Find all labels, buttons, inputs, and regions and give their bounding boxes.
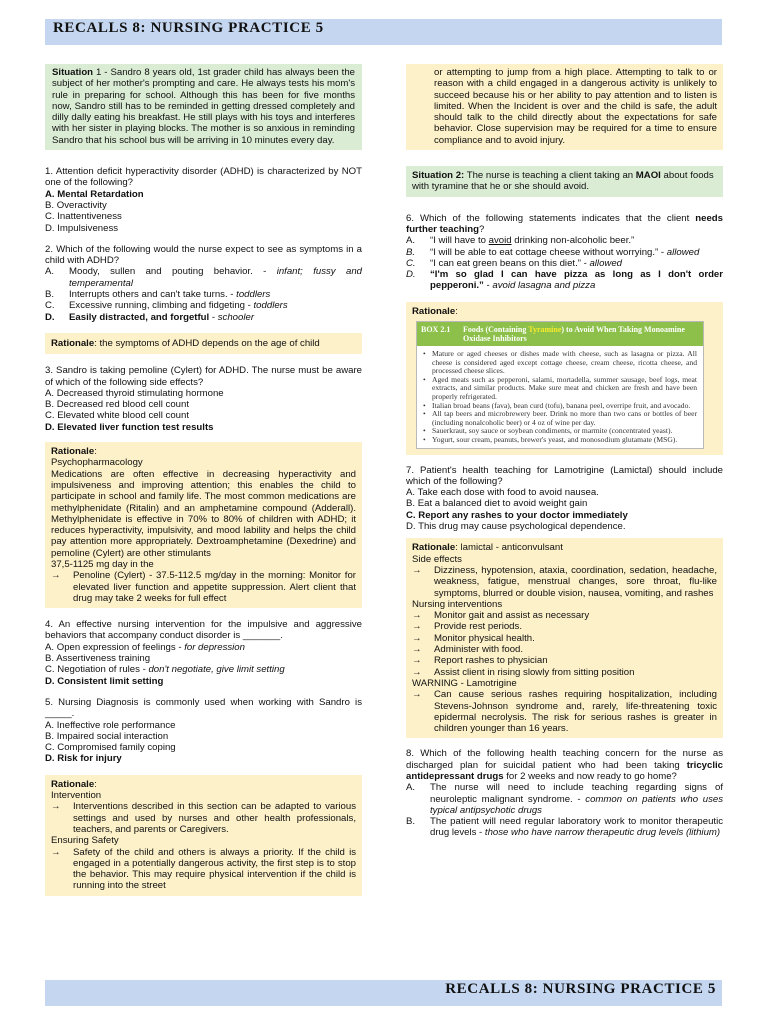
rationale-bullet: → Report rashes to physician <box>412 655 548 667</box>
rationale-text: or attempting to jump from a high place. Attempting to talk to or reason with a child engaged in a dangerous activity is unlikely to succeed because his or her ability to pay attention and to listen is limited. When the Incident is over and the child is safe, the adult should talk to the child directly about the expectations for safe behavior. Close supervision may be required for a time to ensure compliance and to avoid injury. <box>434 67 717 146</box>
footer-title: RECALLS 8: NURSING PRACTICE 5 <box>445 981 716 997</box>
rationale-bullet: → Provide rest periods. <box>412 621 522 633</box>
option-a: A. The nurse will need to include teaching regarding signs of neuroleptic malignant syndrome. - common on patients who uses typical antipsychotic drugs <box>406 782 723 816</box>
option-a: A. Ineffective role performance <box>45 719 176 731</box>
option-b: B. Overactivity <box>45 199 107 211</box>
rationale-subheading: WARNING - Lamotrigine <box>412 677 517 689</box>
rationale-bullet: → Safety of the child and others is always a priority. If the child is engaged in a potentially dangerous activity, the first step is to stop the behavior. This may require physical intervention if the child is running into the street <box>51 846 356 892</box>
bullet-icon: • <box>423 409 426 419</box>
question-stem: 8. Which of the following health teaching concern for the nurse as discharged plan for suicidal patient who had been taking tricyclic antidepressant drugs for 2 weeks and now ready to go home? <box>406 748 723 782</box>
rationale-bullet: → Penoline (Cylert) - 37.5-112.5 mg/day in the morning: Monitor for elevated liver function and appetite suppression. Alert client that drug may take 2 weeks for full effect <box>51 570 356 604</box>
footer-banner <box>45 980 722 1006</box>
list-item: • Mature or aged cheeses or dishes made with cheese, such as lasagna or pizza. All cheese is considered aged except cottage cheese, cream cheese, ricotta cheese, and processed cheese slices. <box>423 349 697 376</box>
arrow-icon: → <box>412 655 422 667</box>
table-header: BOX 2.1 Foods (Containing Tyramine) to Avoid When Taking Monoamine Oxidase Inhibitors <box>417 322 703 346</box>
question-stem: 6. Which of the following statements indicates that the client needs further teaching? <box>406 212 723 235</box>
rationale-bullet: → Monitor gait and assist as necessary <box>412 610 590 622</box>
list-item: • Aged meats such as pepperoni, salami, mortadella, summer sausage, beef logs, meat extracts, and similar products. Make sure meat and chicken are fresh and have been properly refrigerated. <box>423 374 697 402</box>
bullet-icon: • <box>423 349 426 359</box>
option-b: B. The patient will need regular laboratory work to monitor therapeutic drug levels - those who have narrow therapeutic drug levels (lithium) <box>406 816 723 839</box>
question-stem: 5. Nursing Diagnosis is commonly used when working with Sandro is _____. <box>45 696 362 720</box>
option-d: D. This drug may cause psychological dependence. <box>406 521 626 533</box>
question-7 <box>406 465 723 533</box>
option-d: D. Risk for injury <box>45 753 122 765</box>
option-c: C. Report any rashes to your doctor immediately <box>406 509 628 521</box>
option-a: A. Decreased thyroid stimulating hormone <box>45 387 224 399</box>
option-d: D. Elevated liver function test results <box>45 421 214 433</box>
situation-1-box <box>45 64 362 150</box>
rationale-5-continued <box>406 64 723 150</box>
rationale-2-box <box>45 333 362 354</box>
rationale-subheading: Nursing interventions <box>412 598 503 610</box>
option-a: A. “I will have to avoid drinking non-alcoholic beer.” <box>406 235 635 247</box>
list-item: • All tap beers and microbrewery beer. Drink no more than two cans or bottles of beer (including nonalcoholic beer) or 4 oz of wine per day. <box>423 409 697 427</box>
option-b: B. Assertiveness training <box>45 653 151 665</box>
rationale-7-box: Rationale: lamictal - anticonvulsant Side effects → Dizziness, hypotension, ataxia, coordination, sedation, headache, weakness, fatigue, menstrual changes, sore throat, flu-like symptoms, blurred or double vision, nausea, vomiting, and rashes Nursing interventions → Monitor gait and assist as necessary → Provide rest periods. → Monitor physical health. → Administer with food. → Report rashes to physician → Assist client in rising slowly from sitting position WARNING - Lamotrigine → Can cause serious rashes requiring hospitalization, including Stevens-Johnson syndrome and, rarely, life-threatening toxic epidermal necrolysis. The risk for serious rashes is greater in children younger than 16 years. <box>406 538 723 738</box>
question-stem: 1. Attention deficit hyperactivity disorder (ADHD) is characterized by NOT one of the following? <box>45 166 362 189</box>
situation-2-box: Situation 2: The nurse is teaching a client taking an MAOI about foods with tyramine that he or she should avoid. <box>406 166 723 197</box>
option-c: C. Excessive running, climbing and fidgeting - toddlers <box>45 300 288 312</box>
option-a: A. Mental Retardation <box>45 188 144 200</box>
question-5 <box>45 697 362 765</box>
rationale-6-box: Rationale: BOX 2.1 Foods (Containing Tyramine) to Avoid When Taking Monoamine Oxidase Inhibitors • Mature or aged cheeses or dishes made with cheese, such as lasagna or pizza. All cheese is considered aged except cottage cheese, cream cheese, ricotta cheese, and processed cheese slices. • Aged meats such as pepperoni, salami, mortadella, summer sausage, beef logs, meat extracts, and similar products. Make sure meat and chicken are fresh and have been properly refrigerated. • Italian broad beans (fava), bean curd (tofu), banana peel, overripe fruit, and avocado. • All tap beers and microbrewery beer. Drink no more than two cans or bottles of beer (including nonalcoholic beer) or 4 oz of wine per day. • Sauerkraut, soy sauce or soybean condiments, or marmite (concentrated yeast). • Yogurt, sour cream, peanuts, brewer's yeast, and monosodium glutamate (MSG). <box>406 302 723 455</box>
bullet-icon: • <box>423 426 426 436</box>
rationale-bullet: → Interventions described in this section can be adapted to various settings and used by nurses and other health professionals, teachers, and parents or Caregivers. <box>51 801 356 835</box>
right-column <box>406 64 723 839</box>
option-c: C. Elevated white blood cell count <box>45 410 189 422</box>
arrow-icon: → <box>412 666 422 678</box>
option-c: C. Negotiation of rules - don't negotiate, give limit setting <box>45 664 285 676</box>
question-stem: 3. Sandro is taking pemoline (Cylert) for ADHD. The nurse must be aware of which of the following side effects? <box>45 365 362 388</box>
question-6 <box>406 213 723 292</box>
question-8 <box>406 748 723 838</box>
arrow-icon: → <box>51 801 61 813</box>
rationale-subheading: Psychopharmacology <box>51 457 143 469</box>
arrow-icon: → <box>412 564 422 576</box>
situation-1-text: 1 - Sandro 8 years old, 1st grader child has always been the subject of her mother's prompting and care. He always tests his mom's rule in preparing for school. Although this has been for five months now, Sandro still has to be reminded in getting dressed completely and dilly dally eating his breakfast. He still plays with his toys and interferes with her sister in playing blocks. The mother is so anxious in reminding Sandro that his school bus will be arriving in 10 minutes every day. <box>52 67 355 146</box>
arrow-icon: → <box>412 689 422 701</box>
question-4 <box>45 619 362 687</box>
question-1 <box>45 166 362 234</box>
option-b: B. Eat a balanced diet to avoid weight gain <box>406 498 588 510</box>
rationale-text: Medications are often effective in decreasing hyperactivity and impulsiveness and improving attention; this enables the child to participate in school and family life. The most common medications are methylphenidate (Ritalin) and an amphetamine compound (Adderall). Methylphenidate is effective in 70% to 80% of children with ADHD; it reduces hyperactivity, impulsivity, and mood lability and helps the child pay attention more appropriately. Dextroamphetamine (Dexedrine) and pemoline (Cylert) are other stimulants <box>51 468 356 559</box>
option-b: B. “I will be able to eat cottage cheese without worrying.” - allowed <box>406 246 700 258</box>
arrow-icon: → <box>412 632 422 644</box>
rationale-dose: 37,5-1125 mg day in the <box>51 558 154 570</box>
arrow-icon: → <box>412 644 422 656</box>
list-item: • Yogurt, sour cream, peanuts, brewer's yeast, and monosodium glutamate (MSG). <box>423 434 678 444</box>
option-b: B. Interrupts others and can't take turns. - toddlers <box>45 289 271 301</box>
option-c: C. Inattentiveness <box>45 211 122 223</box>
table-body <box>417 346 703 448</box>
option-d: D. “I'm so glad I can have pizza as long as I don't order pepperoni.” - avoid lasagna and pizza <box>406 269 723 292</box>
option-c: C. “I can eat green beans on this diet.” - allowed <box>406 257 623 269</box>
situation-1-label: Situation <box>52 67 94 78</box>
question-2 <box>45 244 362 323</box>
rationale-3-box: Rationale: Psychopharmacology Medications are often effective in decreasing hyperactivity and impulsiveness and improving attention; this enables the child to participate in school and family life. The most common medications are methylphenidate (Ritalin) and an amphetamine compound (Adderall). Methylphenidate is effective in 70% to 80% of children with ADHD; it reduces hyperactivity, impulsivity, and mood lability and helps the child pay attention more appropriately. Dextroamphetamine (Dexedrine) and pemoline (Cylert) are other stimulants 37,5-1125 mg day in the → Penoline (Cylert) - 37.5-112.5 mg/day in the morning: Monitor for elevated liver function and appetite suppression. Alert client that drug may take 2 weeks for full effect <box>45 442 362 608</box>
bullet-icon: • <box>423 434 426 444</box>
rationale-bullet: → Dizziness, hypotension, ataxia, coordination, sedation, headache, weakness, fatigue, menstrual changes, sore throat, flu-like symptoms, blurred or double vision, nausea, vomiting, and rashes <box>412 564 717 599</box>
question-stem: 7. Patient's health teaching for Lamotrigine (Lamictal) should include which of the following? <box>406 464 723 487</box>
arrow-icon: → <box>412 610 422 622</box>
option-a: A. Open expression of feelings - for depression <box>45 641 245 653</box>
option-a: A. Moody, sullen and pouting behavior. - infant; fussy and temperamental <box>45 266 362 289</box>
page-title: RECALLS 8: NURSING PRACTICE 5 <box>53 20 324 36</box>
rationale-text: : the symptoms of ADHD depends on the age of child <box>94 337 320 349</box>
tyramine-food-table <box>416 321 704 449</box>
arrow-icon: → <box>412 621 422 633</box>
rationale-label: Rationale <box>51 337 95 349</box>
rationale-subheading: Ensuring Safety <box>51 835 119 847</box>
option-b: B. Impaired social interaction <box>45 730 169 742</box>
rationale-bullet: → Assist client in rising slowly from sitting position <box>412 666 635 678</box>
option-d: D. Easily distracted, and forgetful - schooler <box>45 311 255 323</box>
question-stem: 4. An effective nursing intervention for the impulsive and aggressive behaviors that accompany conduct disorder is _______. <box>45 619 362 642</box>
option-d: D. Impulsiveness <box>45 222 119 234</box>
arrow-icon: → <box>51 846 61 858</box>
question-stem: 2. Which of the following would the nurse expect to see as symptoms in a child with ADHD? <box>45 243 362 267</box>
arrow-icon: → <box>51 570 61 582</box>
option-d: D. Consistent limit setting <box>45 675 164 687</box>
bullet-icon: • <box>423 374 426 384</box>
list-item: • Sauerkraut, soy sauce or soybean condiments, or marmite (concentrated yeast). <box>423 426 673 436</box>
left-column <box>45 64 362 896</box>
list-item: • Italian broad beans (fava), bean curd (tofu), banana peel, overripe fruit, and avocado. <box>423 400 691 410</box>
rationale-5-box: Rationale: Intervention → Interventions described in this section can be adapted to various settings and used by nurses and other health professionals, teachers, and parents or Caregivers. Ensuring Safety → Safety of the child and others is always a priority. If the child is engaged in a potentially dangerous activity, the first step is to stop the behavior. This may require physical intervention if the child is running into the street <box>45 775 362 896</box>
option-b: B. Decreased red blood cell count <box>45 399 189 411</box>
rationale-bullet: → Can cause serious rashes requiring hospitalization, including Stevens-Johnson syndrome and, rarely, life-threatening toxic epidermal necrolysis. The risk for serious rashes is greater in children younger than 16 years. <box>412 689 717 735</box>
bullet-icon: • <box>423 400 426 410</box>
question-3 <box>45 365 362 433</box>
rationale-bullet: → Administer with food. <box>412 644 524 656</box>
header-banner <box>45 19 722 45</box>
rationale-subheading: Intervention <box>51 790 102 802</box>
option-c: C. Compromised family coping <box>45 742 176 754</box>
rationale-subheading: Side effects <box>412 553 462 565</box>
rationale-bullet: → Monitor physical health. <box>412 632 535 644</box>
option-a: A. Take each dose with food to avoid nausea. <box>406 487 599 499</box>
